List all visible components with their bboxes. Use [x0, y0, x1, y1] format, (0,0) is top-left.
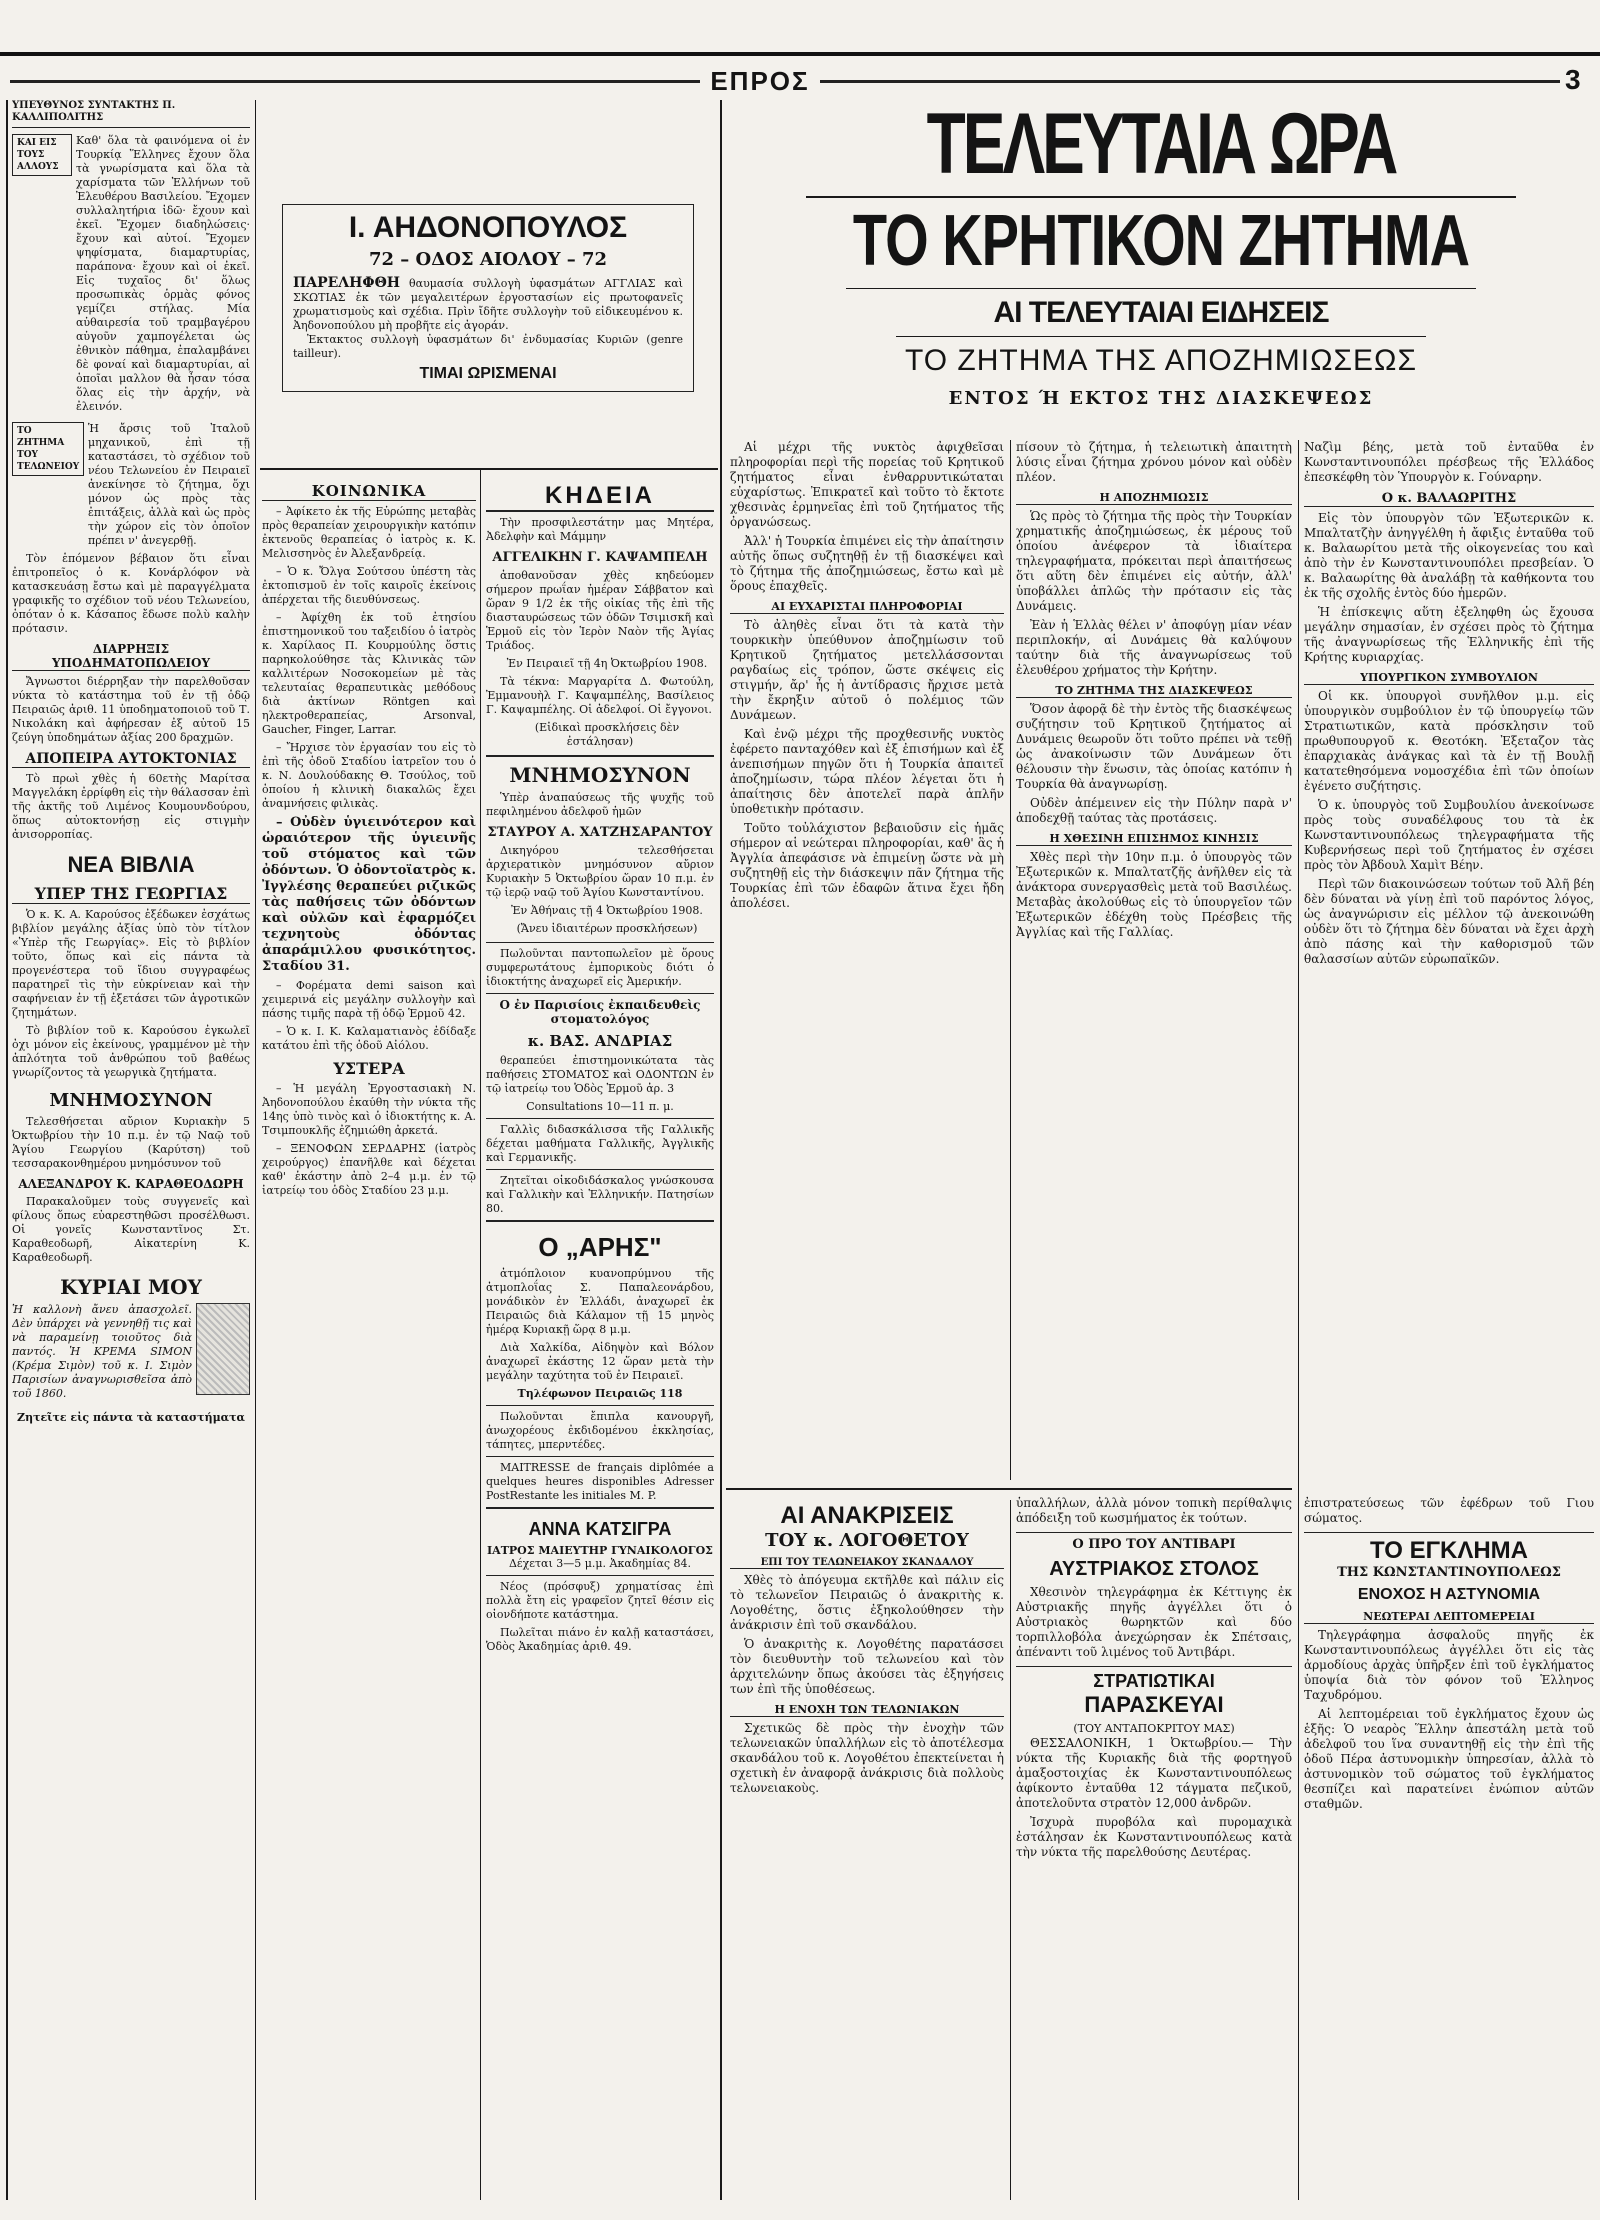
koinonika-item: – Ὁ κ. Ι. Κ. Καλαματιανὸς ἐδίδαξε κατάτου ἐπὶ τῆς ὁδοῦ Αἰόλου.	[262, 1025, 476, 1052]
article-paragraph: Τηλεγράφημα ἀσφαλοῦς πηγῆς ἐκ Κωνσταντινουπόλεως ἀγγέλλει ὅτι εἰς τὰς ἀρμοδίους ἀρχὰς ὑπῆρξεν ἐπὶ τοῦ ἐγκλήματος ὑποψία διὰ τὸν φόνον τοῦ Ἑλληνος Ταχυδρόμου.	[1304, 1628, 1594, 1702]
article-subheading: ΤΟ ΖΗΤΗΜΑ ΤΗΣ ΔΙΑΣΚΕΨΕΩΣ	[1016, 684, 1292, 698]
main-col-2	[1016, 440, 1292, 1480]
mnimosynon2-closing: (Ἄνευ ἰδιαιτέρων προσκλήσεων)	[516, 922, 698, 935]
egklima-heading-2: ΤΗΣ ΚΩΝΣΤΑΝΤΙΝΟΥΠΟΛΕΩΣ	[1337, 1565, 1561, 1580]
title-rule	[806, 196, 1516, 198]
anakriseis-heading-2: ΤΟΥ κ. ΛΟΓΟΘΕΤΟΥ	[765, 1530, 969, 1551]
koinonika-item: – Οὐδὲν ὑγιεινότερον καὶ ὡραιότερον τῆς ὑγιεινῆς τοῦ στόματος καὶ τῶν ὀδόντων. Ὁ ὀδοντοϊατρὸς κ. Ἰγγλέσης θεραπεύει ριζικῶς τὰς παθήσεις τῶν ὀδόντων καὶ οὐλῶν καὶ ἐφαρμόζει τεχνητοὺς ὀδόντας ἀπαράμιλλου φυσικότητος. Σταδίου 31.	[262, 815, 476, 974]
ad-fixed-prices: ΤΙΜΑΙ ΩΡΙΣΜΕΝΑΙ	[419, 365, 557, 382]
heading-apopeira: ΑΠΟΠΕΙΡΑ ΑΥΤΟΚΤΟΝΙΑΣ	[12, 751, 250, 768]
side-label: ΚΑΙ ΕΙΣ ΤΟΥΣ ΑΛΛΟΥΣ	[12, 134, 72, 176]
ad-aidonopoulos	[262, 104, 714, 464]
masthead	[0, 66, 1600, 96]
classified-ad: Ζητεῖται οἰκοδιδάσκαλος γνώσκουσα καὶ Γαλλικὴν καὶ Ἑλληνικήν. Πατησίων 80.	[486, 1174, 714, 1215]
kideia-closing: (Εἰδικαὶ προσκλήσεις δὲν ἐστάλησαν)	[534, 721, 680, 748]
article-paragraph: Σχετικῶς δὲ πρὸς τὴν ἐνοχὴν τῶν τελωνειακῶν ὑπαλλήλων εἰς τὸ ἀποτέλεσμα σκανδάλου τοῦ κ. Λογοθέτου ἐπεκτείνεται ἡ σχετικὴ ἐν ἀναφορᾷ ἀνάκρισις διὰ πολλοὺς τελωνειακοὺς.	[730, 1721, 1004, 1795]
article-subheading: Ο κ. ΒΑΛΑΩΡΙΤΗΣ	[1304, 491, 1594, 507]
kyriai-text: Ἡ καλλονὴ ἄνευ ἀπασχολεῖ. Δὲν ὑπάρχει νὰ γεννηθῇ τις καὶ νὰ παραμείνῃ τοιοῦτος διὰ παντός. Ἡ ΚΡΕΜΑ SIMON (Κρέμα Σιμὸν) τοῦ κ. Ι. Σιμὸν Παρισίων ἀναγνωρισθεῖσα ἀπὸ τοῦ 1860.	[12, 1303, 192, 1400]
main-col-1	[730, 440, 1004, 1480]
koinonika-item: – Ὁ κ. Ὄλγα Σούτσου ὑπέστη τὰς ἐκτοπισμοῦ ἐν τοῖς καιροῖς ἐκείνοις ἀπέρχεται τῆς διευθύνσεως.	[262, 565, 476, 606]
article-paragraph: Τὸ ἀληθὲς εἶναι ὅτι τὰ κατὰ τὴν τουρκικὴν ὑπεύθυνον ἀποζημίωσιν τοῦ Κρητικοῦ ζητήματος μετελλάσσονται ραγδαίως εἰς τρόπον, ὥστε σκέψεις εἰς στιγμήν, ἄρ' ἦς ἡ ἀντίδρασις ἤρχισε μετὰ τὴν ἔκρηξιν αὐτοῦ ὁ πολέμιος τῶν Δυνάμεων.	[730, 618, 1004, 722]
article-subheading: Η ΧΘΕΣΙΝΗ ΕΠΙΣΗΜΟΣ ΚΙΝΗΣΙΣ	[1016, 832, 1292, 846]
page-number: 3	[1565, 64, 1581, 95]
lower-col-2	[1016, 1496, 1292, 2206]
title-rule	[846, 288, 1476, 289]
koinonika-column	[262, 476, 476, 2206]
intro-text: Καθ' ὅλα τὰ φαινόμενα οἱ ἐν Τουρκίᾳ Ἕλληνες ἔχουν ὅλα τὰ γνωρίσματα καὶ ὅλα τὰ χαρίσματα τῶν Ἑλλήνων τοῦ Ἐλευθέρου Βασιλείου. Ἔχομεν συλλαλητήρια ἰδῶ· ἔχουν καὶ ἐκεῖ. Ἔχομεν διαδηλώσεις· ἔχουν καὶ αὐτοί. Ἔχομεν ψηφίσματα, διαμαρτυρίας, παράπονα· ἔχουν καὶ οἱ ἐκεῖ. Εἰς τυχαῖος δι' ὅλως προσωπικὰς ὁρμὰς φόνος γεμίζει στήλας. Μία αὐθαιρεσία τοῦ τραμβαγέρου αὐγοῦν χαμπογέλεται ὡς ἐθνικὸν πάθημα, ἐπαλαμβάνει δὲ φοναί καὶ διαμαρτυρίαι, αἱ ὁποῖαι μαλλον θὰ ἦσαν τόσα ὅλας εἰς τὴν ἀρχήν, νὰ ἐλεινόν.	[76, 134, 250, 413]
article-subheading: ΥΠΟΥΡΓΙΚΟΝ ΣΥΜΒΟΥΛΙΟΝ	[1304, 671, 1594, 685]
mnimosynon-text: Τελεσθήσεται αὔριον Κυριακὴν 5 Ὀκτωβρίου τὴν 10 π.μ. ἐν τῷ Ναῷ τοῦ Ἁγίου Γεωργίου (Καρύτση) τοῦ τεσσαρακονθημέρου μνημόσυνον τοῦ	[12, 1115, 250, 1170]
mnimosynon2-name: ΣΤΑΥΡΟΥ Α. ΧΑΤΖΗΣΑΡΑΝΤΟΥ	[487, 825, 713, 840]
lower-col-3	[1304, 1496, 1594, 2206]
apopeira-text: Τὸ πρωὶ χθὲς ἡ 60ετὴς Μαρίτσα Μαγγελάκη ἐρρίφθη εἰς τὴν θάλασσαν ἐπὶ τῆς ἀκτῆς τοῦ Λιμένος Κουμουνδούρου, ὅπως αὐτοκτονήσῃ εἰς στιγμὴν ἀνισορροπίας.	[12, 772, 250, 841]
column-rule	[1298, 440, 1299, 2200]
title-rule	[896, 336, 1426, 337]
kideia-name: ΑΓΓΕΛΙΚΗΝ Γ. ΚΑΨΑΜΠΕΛΗ	[492, 550, 708, 565]
koinonika-title: ΚΟΙΝΩΝΙΚΑ	[262, 482, 476, 501]
antivari-heading-2: ΑΥΣΤΡΙΑΚΟΣ ΣΤΟΛΟΣ	[1049, 1558, 1259, 1580]
column-1	[12, 100, 250, 2210]
koinonika-item: – ΞΕΝΟΦΩΝ ΣΕΡΔΑΡΗΣ (ἰατρὸς χειρούργος) ἐπανῆλθε καὶ δέχεται καθ' ἑκάστην ἀπὸ 2–4 μ.μ. ἐν τῷ ἰατρείῳ του ὁδὸς Σταδίου 23 μ.μ.	[262, 1142, 476, 1197]
main-col-3	[1304, 440, 1594, 1480]
article-paragraph: Οὐδὲν ἀπέμεινεν εἰς τὴν Πύλην παρὰ ν' ἀποδεχθῇ ταύτας τὰς προτάσεις.	[1016, 796, 1292, 825]
article-paragraph: Ἰσχυρὰ πυροβόλα καὶ πυρομαχικὰ ἐστάλησαν ἐκ Κωνσταντινουπόλεως κατὰ τὴν νύκτα τῆς παρελθούσης Δευτέρας.	[1016, 1815, 1292, 1859]
main-title-top: ΤΕΛΕΥΤΑΙΑ ΩΡΑ	[926, 100, 1396, 192]
article-paragraph: Ὅσον ἀφορᾷ δὲ τὴν ἐντὸς τῆς διασκέψεως συζήτησιν τοῦ Κρητικοῦ ζητήματος αἱ Δυνάμεις θεωροῦν ὅτι τοῦτο πρέπει νὰ τεθῇ ὡς ἀνακοίνωσιν τῶν Δυνάμεων ὅτι θέλουσιν τὴν ἕνωσιν, τὰς ὁποίας κατόπιν ἡ Τουρκία θὰ ἀναγνωρίσῃ.	[1016, 702, 1292, 791]
classified-ad: Πωλεῖται πιάνο ἐν καλῇ καταστάσει, Ὁδὸς Ἀκαδημίας ἀριθ. 49.	[486, 1626, 714, 1653]
teloneio-text: Ἡ ἄρσις τοῦ Ἰταλοῦ μηχανικοῦ, ἐπὶ τῇ καταστάσει, τὸ σχέδιον τοῦ νέου Τελωνείου ἐν Πειραιεῖ ἀνεκίνησε τὸ ζήτημα, ὅχι μόνον ὡς πρὸς τὰς ἐπιτάξεις, ἀλλὰ καὶ ὡς πρὸς τὴν χώρον εἰς τὸν ὁποῖον πρέπει ν' ἀνεγερθῇ.	[88, 422, 250, 547]
article-paragraph: Ἀλλ' ἡ Τουρκία ἐπιμένει εἰς τὴν ἀπαίτησιν αὐτῆς ὅπως συζητηθῇ ἐν τῇ διασκέψει καὶ τὸ ζήτημα τῆς ἀποζημιώσεως, ἔστω καὶ μὲ ὅρους ἐπαχθεῖς.	[730, 534, 1004, 593]
title-side-label: ΤΟ ΖΗΤΗΜΑ ΤΟΥ ΤΕΛΩΝΕΙΟΥ	[12, 422, 84, 476]
article-paragraph: Καὶ ἐνῷ μέχρι τῆς προχθεσινῆς νυκτὸς ἐφέρετο πανταχόθεν καὶ ἐξ ἐπισήμων καὶ ἐξ ἀνεπισήμων πηγῶν ὅτι ἡ Τουρκία ἀπαιτεῖ ἀποζημίωσιν, τώρα πλέον λέγεται ὅτι ἡ ἀπαίτησις δὲν ἀποτελεῖ παρὰ ἁπλῆν ὑποθετικὴν πρότασιν.	[730, 727, 1004, 816]
main-header	[726, 100, 1596, 420]
egklima-heading-3: ΕΝΟΧΟΣ Η ΑΣΤΥΝΟΜΙΑ	[1357, 1586, 1541, 1603]
kideia-column	[486, 476, 714, 2206]
article-subheading: Η ΕΝΟΧΗ ΤΩΝ ΤΕΛΩΝΙΑΚΩΝ	[730, 1703, 1004, 1717]
mnimosynon-name: ΑΛΕΞΑΝΔΡΟΥ Κ. ΚΑΡΑΘΕΟΔΩΡΗ	[18, 1177, 244, 1191]
koinonika-item: – Ἡ μεγάλη Ἐργοστασιακὴ Ν. Ἀηδονοπούλου ἐκαύθη τὴν νύκτα τῆς 14ης ὑπὸ τινὸς καὶ ὁ ἰδιοκτήτης κ. Α. Τσιμπουκλῆς ἐζημιώθη ἀρκετά.	[262, 1082, 476, 1137]
koinonika-item: – Ἀφίκετο ἐκ τῆς Εὐρώπης μεταβὰς πρὸς θεραπείαν χειρουργικὴν κατόπιν ἐκτενοῦς θεραπείας ὁ ἰατρὸς κ. Κ. Μελισσηνὸς ἐν Ἀλεξανδρείᾳ.	[262, 505, 476, 560]
heading-mnimosynon: ΜΝΗΜΟΣΥΝΟΝ	[49, 1090, 213, 1111]
paraskevai-heading: ΠΑΡΑΣΚΕΥΑΙ	[1084, 1692, 1224, 1717]
kideia-text-3: Τὰ τέκνα: Μαργαρίτα Δ. Φωτούλη, Ἐμμανουὴλ Γ. Καψαμπέλης, Βασίλειος Γ. Καψαμπέλης. Οἱ ἀδελφοί. Οἱ ἔγγονοι.	[486, 675, 714, 716]
koinonika-item: – Ἤρχισε τὸν ἐργασίαν του εἰς τὸ ἐπὶ τῆς ὁδοῦ Σταδίου ἰατρεῖον του ὁ κ. Ν. Δουλούδακης Θ. Τσούλος, τοῦ ὁποίου ἡ κλινικὴ διακαλῶς ἔχει ἀναμνήσεις φιλικὰς.	[262, 741, 476, 810]
article-paragraph: Χθὲς περὶ τὴν 10ην π.μ. ὁ ὑπουργὸς τῶν Ἐξωτερικῶν κ. Μπαλτατζῆς ἀνῆλθεν εἰς τὰ ἀνάκτορα συνεργασθεὶς μετὰ τοῦ Βασιλέως. Μεταβὰς ἀκολούθως εἰς τὸ ὑπουργεῖον τῶν Ἐξωτερικῶν ἐδέχθη τοὺς Πρέσβεις τῆς Ἀγγλίας καὶ τῆς Γαλλίας.	[1016, 850, 1292, 939]
mnimosynon2-text: Ὑπὲρ ἀναπαύσεως τῆς ψυχῆς τοῦ πεφιλημένου ἀδελφοῦ ἡμῶν	[486, 791, 714, 818]
koinonika-istera: ΥΣΤΕΡΑ	[333, 1059, 405, 1078]
mnimosynon2-title: ΜΝΗΜΟΣΥΝΟΝ	[486, 755, 714, 787]
main-section-sub: ΕΝΤΟΣ Ή ΕΚΤΟΣ ΤΗΣ ΔΙΑΣΚΕΨΕΩΣ	[948, 388, 1374, 409]
antivari-heading: Ο ΠΡΟ ΤΟΥ ΑΝΤΙΒΑΡΙ	[1016, 1532, 1292, 1552]
newspaper-name: ΕΠΡΟΣ	[710, 66, 810, 96]
heading-georgias: ΥΠΕΡ ΤΗΣ ΓΕΩΡΓΙΑΣ	[12, 884, 250, 904]
article-subheading: Η ΑΠΟΖΗΜΙΩΣΙΣ	[1016, 491, 1292, 505]
article-paragraph: Αἱ μέχρι τῆς νυκτὸς ἀφιχθεῖσαι πληροφορίαι περὶ τῆς πορείας τοῦ Κρητικοῦ ζητήματος εἶναι ἐνθαρρυντικώταται εὐχαρίστως. Ἐπικρατεῖ καὶ τοῦτο τὸ ἔκτοτε χθεσινὰς ἑρμηνεῖας ἐπὶ τοῦ ζητήματος τῆς ὀργανώσεως.	[730, 440, 1004, 529]
article-paragraph: Ὁ κ. ὑπουργὸς τοῦ Συμβουλίου ἀνεκοίνωσε πρὸς τοὺς συναδέλφους του τὰ ἐκ Κωνσταντινουπόλεως τηλεγραφήματα τῆς Κυβερνήσεως περὶ τοῦ ζητήματος ἐν σχέσει πρὸς τὸν Ἀβδουλ Χαμὶτ Βέην.	[1304, 798, 1594, 872]
dialersi-text: Ἄγνωστοι διέρρηξαν τὴν παρελθοῦσαν νύκτα τὸ κατάστημα τοῦ ἐν τῇ ὁδῷ Πειραιῶς ἀριθ. 11 ὑποδηματοποιοῦ τοῦ Τ. Νικολάκη καὶ ἀφήρεσαν ἐξ αὐτοῦ 15 ζεύγη ὑποδημάτων ἀξίας 200 δραχμῶν.	[12, 675, 250, 744]
article-paragraph: Περὶ τῶν διακοινώσεων τούτων τοῦ Ἀλῆ βέη δὲν δύναται νὰ γίνῃ ἐπὶ τοῦ παρόντος λόγος, ὡς ἀναγνώρισιν εἰς μέλλον τῷ ἀνεκοινώθη οὐδὲν ὅτι τὸ ζήτημα δὲν δύναται νὰ ἔχει ἀρχὴ ἀπὸ πάσης καὶ τὴν καθορισμοῦ τῶν θαλασσίων αὐτῶν εὐρωπαϊκῶν.	[1304, 877, 1594, 966]
column-rule	[1010, 440, 1011, 1480]
classified-ad: Νέος (πρόσφυξ) χρηματίσας ἐπὶ πολλὰ ἔτη εἰς γραφεῖον ζητεῖ θέσιν εἰς οἱονδήποτε κατάστημα.	[486, 1580, 714, 1621]
editor-line: ΥΠΕΥΘΥΝΟΣ ΣΥΝΤΑΚΤΗΣ Π. ΚΑΛΛΙΠΟΛΙΤΗΣ	[12, 100, 250, 128]
article-paragraph: ΘΕΣΣΑΛΟΝΙΚΗ, 1 Ὀκτωβρίου.— Τὴν νύκτα τῆς Κυριακῆς διὰ τῆς φορτηγοῦ ἀμαξοστοιχίας ἐκ Κωνσταντινουπόλεως ἀφίκοντο ἐνταῦθα 12 τάγματα πεζικοῦ, ἀποτελοῦντα στρατὸν 12,000 ἀνδρῶν.	[1016, 1736, 1292, 1810]
classified-ad: MAITRESSE de français diplômée a quelques heures disponibles Adresser PostRestante les initiales M. P.	[486, 1461, 714, 1502]
ad-name: Ι. ΑΗΔΟΝΟΠΟΥΛΟΣ	[348, 211, 628, 244]
article-paragraph: ἐπιστρατεύσεως τῶν ἐφέδρων τοῦ Γιου σώματος.	[1304, 1496, 1594, 1525]
classified-ad: Πωλοῦνται ἔπιπλα κανουργῆ, ἀνωχορέους ἐκδιδομένου ἐκκλησίας, τάπητες, μπερντέδες.	[486, 1410, 714, 1451]
katsigra-text: Δέχεται 3—5 μ.μ. Ἀκαδημίας 84.	[508, 1557, 692, 1570]
koinonika-item: – Ἀφίχθη ἐκ τοῦ ἐτησίου ἐπιστημονικοῦ του ταξειδίου ὁ ἰατρὸς κ. Χαρίλαος Π. Κουρμούλης ὅστις παρηκολούθησε τὰς Κλινικὰς τῶν καλλιτέρων Νοσοκομείων μὲ τὰς τελευταίας θεραπευτικὰς μεθόδους διὰ ἀκτίνων Röntgen καὶ ηλεκτροθεραπείας, Arsonval, Gaucher, Finger, Larrar.	[262, 611, 476, 736]
article-paragraph: ὑπαλλήλων, ἀλλὰ μόνον τοπικὴ περίθαλψις ἀπόδειξη τοῦ κωσμήματος ἐκ τούτων.	[1016, 1496, 1292, 1525]
lower-col-1	[730, 1496, 1004, 2206]
heading-kyriai: ΚΥΡΙΑΙ ΜΟΥ	[60, 1275, 202, 1299]
correspondent-label: (ΤΟΥ ΑΝΤΑΠΟΚΡΙΤΟΥ ΜΑΣ)	[1073, 1722, 1235, 1735]
teloneio-text-2: Τὸν ἑπόμενον βέβαιον ὅτι εἶναι ἐπιτροπεῖος ὁ κ. Κονάρλόφον νὰ κατασκευάσῃ ἔστω καὶ μὲ παραγγέλματα γραφικῆς το σχέδιον τοῦ νέου Τελωνείου, ὁπόταν ὁ κ. Κάσαπος ἔδωσε πολὺ καλὴν πρότασιν.	[12, 552, 250, 635]
section-rule	[726, 1488, 1292, 1490]
kyriai-end: Ζητεῖτε εἰς πάντα τὰ καταστήματα	[17, 1411, 245, 1424]
mnimosynon2-date: Ἐν Ἀθήναις τῇ 4 Ὀκτωβρίου 1908.	[511, 904, 703, 917]
stratiotikai-heading: ΣΤΡΑΤΙΩΤΙΚΑΙ	[1016, 1666, 1292, 1692]
masthead-rule-right	[820, 80, 1560, 83]
heading-dialersi: ΔΙΑΡΡΗΞΙΣ ΥΠΟΔΗΜΑΤΟΠΩΛΕΙΟΥ	[12, 642, 250, 671]
stomatologos-heading: Ο ἐν Παρισίοις ἐκπαιδευθεὶς στοματολόγος	[499, 998, 701, 1026]
article-paragraph: Εἰς τὸν ὑπουργὸν τῶν Ἐξωτερικῶν κ. Μπαλτατζὴν ἀνηγγέλθη ἡ ἄφιξις ἐνταῦθα τοῦ κ. Βαλαωρίτου μετὰ τῆς οἰκογενείας του καὶ ἀπὸ τὴν ἐν Κωνσταντινουπόλει πρεσβείαν. Ὁ κ. Βαλαωρίτης θὰ ἀναλάβῃ τὰ καθήκοντα του ἐκ τῆς σχολῆς ἐντὸς δύο ἡμερῶν.	[1304, 511, 1594, 600]
main-subtitle: ΑΙ ΤΕΛΕΥΤΑΙΑΙ ΕΙΔΗΣΕΙΣ	[993, 296, 1329, 329]
vivlia-text: Ὁ κ. Κ. Α. Καρούσος ἐξέδωκεν ἐσχάτως βιβλίον μεγάλης ἀξίας ὑπὸ τὸν τίτλον «Ὑπὲρ τῆς Γεωργίας». Εἰς τὸ βιβλίον τοῦτο, ὅπως καὶ εἰς πάντα τὰ προγενέστερα τοῦ ἴδιου συγγραφέως παρατηρεῖ τὶς τὴν εὐκρίνειαν καὶ τὴν σαφήνειαν ἐν τῇ ἐξετάσει τῶν ἀγροτικῶν ζητημάτων.	[12, 908, 250, 1019]
stomatologos-text: θεραπεύει ἐπιστημονικώτατα τὰς παθήσεις ΣΤΟΜΑΤΟΣ καὶ ΟΔΟΝΤΩΝ ἐν τῷ ἰατρείῳ του Ὁδὸς Ἑρμοῦ ἀρ. 3	[486, 1054, 714, 1095]
classified-ad: Γαλλὶς διδασκάλισσα τῆς Γαλλικῆς δέχεται μαθήματα Γαλλικῆς, Ἀγγλικῆς καὶ Γερμανικῆς.	[486, 1123, 714, 1164]
egklima-heading: ΤΟ ΕΓΚΛΗΜΑ	[1304, 1532, 1594, 1565]
kideia-date: Ἐν Πειραιεῖ τῇ 4η Ὀκτωβρίου 1908.	[506, 657, 708, 670]
article-paragraph: Αἱ λεπτομέρειαι τοῦ ἐγκλήματος ἔχουν ὡς ἑξῆς: Ὁ νεαρὸς Ἕλλην ἀπεστάλη μετὰ τοῦ ἀδελφοῦ του ἵνα συναντηθῇ εἰς τὴν ἐπὶ τῆς ὁδοῦ Πέρα ἀστυνομικὴν ὑπηρεσίαν, ἀλλὰ τὸ ἀστυνομικὸν τοῦ σώματος τοῦ ἐγκλήματος θεσπίζει καὶ παρατείνει ἐνώπιον αὐτῶν σταθμῶν.	[1304, 1707, 1594, 1811]
ad-address: 72 – ΟΔΟΣ ΑΙΟΛΟΥ – 72	[368, 249, 608, 270]
section-rule	[260, 468, 718, 470]
kideia-text-2: ἀποθανοῦσαν χθὲς κηδεύομεν σήμερον πρωΐαν ἡμέραν Σάββατον καὶ ὥραν 9 1/2 ἐκ τῆς οἰκίας τῆς ἐπὶ τῆς διασταυρώσεως τῶν ὁδῶν Τσιμισκῆ καὶ Ἑρμοῦ εἰς τὸν Ἱερὸν Ναὸν τῆς Ἁγίας Τριάδος.	[486, 569, 714, 652]
article-paragraph: Ἐὰν ἡ Ἑλλὰς θέλει ν' ἀποφύγῃ μίαν νέαν περιπλοκήν, αἱ Δυνάμεις θὰ καλύψουν ταύτην διὰ τῆς ἀναγνωρίσεως τοῦ ἐλευθέρου χρήματος τὴν Κρήτην.	[1016, 618, 1292, 677]
main-title: ΤΟ ΚΡΗΤΙΚΟΝ ΖΗΤΗΜΑ	[852, 198, 1470, 281]
ad-text-2: Ἐκτακτος συλλογὴ ὑφασμάτων δι' ἐνδυμασίας Κυριῶν (genre tailleur).	[293, 333, 683, 360]
column-rule	[720, 100, 722, 2200]
column-rule	[480, 470, 481, 2200]
article-paragraph: Τοῦτο τοὐλάχιστον βεβαιοῦσιν εἰς ἡμᾶς σήμερον αἱ νεώτεραι πληροφορίαι, καθ' ἃς ἡ Ἀγγλία ἀπεφάσισε νὰ ἐπιμείνῃ ὥστε νὰ μὴ συζητηθῇ εἰς τὴν διάσκεψιν πᾶν ζήτημα τῆς Τουρκίας ἐπὶ τῶν ἐδαφῶν ἅτινα ἔχει ἤδη ἀπολέσει.	[730, 821, 1004, 910]
aris-heading: Ο „ΑΡΗΣ"	[538, 1232, 662, 1262]
column-rule	[6, 100, 8, 2200]
mnimosynon2-text-2: Δικηγόρου τελεσθήσεται ἀρχιερατικὸν μνημόσυνον αὔριον Κυριακὴν 5 Ὀκτωβρίου ὥραν 10 π.μ. ἐν τῷ ἱερῷ ναῷ τοῦ Ἁγίου Κωνσταντίνου.	[486, 844, 714, 899]
article-paragraph: Ὁ ἀνακριτὴς κ. Λογοθέτης παρατάσσει τὸν διευθυντὴν τοῦ τελωνείου καὶ τὸν ἀρχιτελώνην ὅπως ἀκούσει τὰς ἐξηγήσεις των ἐπὶ τῆς ὑποθέσεως.	[730, 1637, 1004, 1696]
woman-portrait-icon	[196, 1303, 250, 1395]
ad-text: θαυμασία συλλογὴ ὑφασμάτων ΑΓΓΛΙΑΣ καὶ ΣΚΩΤΙΑΣ ἐκ τῶν μεγαλειτέρων ἐργοστασίων εἰς πρωτοφανεῖς χρωματισμοὺς καὶ σχέδια. Πρὶν ἴδῆτε συλλογὴν τοῦ εἰδικευμένου κ. Ἀηδονοπούλου μὴ προβῆτε εἰς ἀγοράν.	[293, 277, 683, 332]
kideia-text: Τὴν προσφιλεστάτην μας Μητέρα, Ἀδελφὴν καὶ Μάμμην	[486, 516, 714, 543]
article-paragraph: Οἱ κκ. ὑπουργοὶ συνῆλθον μ.μ. εἰς ὑπουργικὸν συμβούλιον ἐν τῷ ὑπουργείῳ τῶν Στρατιωτικῶν, κατὰ πρόσκλησιν τοῦ πρωθυπουργοῦ κ. Θεοτόκη. Ἐξεταζον τὰς ἐπαρχιακὰς ἀνάγκας καὶ τὰ ἐν τῇ Βουλῇ κατατεθησόμενα νομοσχέδια ἐπὶ τῶν ὁποίων ἐγένετο συζήτησις.	[1304, 689, 1594, 793]
anakriseis-sub: ΕΠΙ ΤΟΥ ΤΕΛΩΝΕΙΑΚΟΥ ΣΚΑΝΔΑΛΟΥ	[730, 1557, 1004, 1569]
heading-nea-vivlia: ΝΕΑ ΒΙΒΛΙΑ	[67, 852, 195, 877]
katsigra-subtitle: ΙΑΤΡΟΣ ΜΑΙΕΥΤΗΡ ΓΥΝΑΙΚΟΛΟΓΟΣ	[487, 1544, 713, 1557]
aris-contact: Τηλέφωνον Πειραιῶς 118	[517, 1387, 683, 1400]
column-rule	[255, 100, 256, 2200]
article-paragraph: Χθεσινὸν τηλεγράφημα ἐκ Κέττιγης ἐκ Αὐστριακῆς πηγῆς ἀγγέλλει ὅτι ὁ Αὐστριακὸς θωρηκτῶν καὶ δύο τορπιλλοβόλα ἀνεχώρησαν ἐκ Σπέτσαις, ἀπέναντι τοῦ λιμένος τοῦ Ἀντιβάρι.	[1016, 1585, 1292, 1659]
article-subheading: ΑΙ ΕΥΧΑΡΙΣΤΑΙ ΠΛΗΡΟΦΟΡΙΑΙ	[730, 600, 1004, 614]
classified-ad: Πωλοῦνται παντοπωλεῖον μὲ ὅρους συμφερωτάτους ἐμπορικοὺς διότι ὁ ἰδιοκτήτης ἀναχωρεῖ εἰς Ἀμερικήν.	[486, 947, 714, 988]
kideia-title: ΚΗΔΕΙΑ	[486, 482, 714, 512]
vivlia-text-2: Τὸ βιβλίον τοῦ κ. Καρούσου ἐγκωλεῖ ὀχι μόνον εἰς ἐκείνους, γραμμένον μὲ τὴν ἀπλότητα τοῦ ἀνθρώπου τοῦ βαθέως γνωρίζοντος τὰ γεωργικὰ ζητήματα.	[12, 1024, 250, 1079]
ad-received: ΠΑΡΕΛΗΦΘΗ	[293, 275, 400, 291]
column-rule	[1010, 1500, 1011, 2200]
stomatologos-hours: Consultations 10—11 π. μ.	[526, 1100, 674, 1113]
article-paragraph: Ναζὶμ βέης, μετὰ τοῦ ἐνταῦθα ἐν Κωνσταντινουπόλει πρέσβεως τῆς Ἑλλάδος ἐπεσκέφθη τὸν Ὑπουργὸν κ. Γούναρην.	[1304, 440, 1594, 484]
katsigra-heading: ΑΝΝΑ ΚΑΤΣΙΓΡΑ	[528, 1519, 672, 1539]
article-paragraph: Ἡ ἐπίσκεψις αὕτη ἐξεληφθη ὡς ἔχουσα μεγάλην σημασίαν, ἐν σχέσει πρὸς τὸ ζήτημα τῆς ἀναγνωρίσεως τῆς Ἑλληνικῆς ἐπὶ τῆς Κρήτης κυριαρχίας.	[1304, 605, 1594, 664]
koinonika-item: – Φορέματα demi saison καὶ χειμερινά εἰς μεγάλην συλλογὴν καὶ πάσης τιμῆς παρὰ τῇ ὁδῷ Ἑρμοῦ 42.	[262, 979, 476, 1020]
article-paragraph: Χθὲς τὸ ἀπόγευμα εκτῆλθε καὶ πάλιν εἰς τὸ τελωνεῖον Πειραιῶς ὁ ἀνακριτὴς κ. Λογοθέτης, ὅστις ἐξηκολούθησεν τὴν ἀνάκρισιν ἐπὶ τοῦ σκανδάλου.	[730, 1573, 1004, 1632]
article-paragraph: Ὡς πρὸς τὸ ζήτημα τῆς πρὸς τὴν Τουρκίαν χρηματικῆς ἀποζημιώσεως, ἐκ μέρους τοῦ ὁποίου ἀνέφερον τὰ ἰδιαίτερα τηλεγραφήματα, πρόκειται περὶ ἀπαιτήσεως ὅτι αὕτη δὲν ἐπιμένει εἰς αὐτήν, ἀλλ' ὑποβάλλει ἁπλῶς τὴν πρότασιν εἰς τὰς Δυνάμεις.	[1016, 509, 1292, 613]
aris-text-2: Διὰ Χαλκίδα, Αἰδηψὸν καὶ Βόλον ἀναχωρεῖ ἐκάστης 12 ὥραν μετὰ τὴν μεγάλην ταχύτητα τοῦ ἐν Πειραιεῖ.	[486, 1341, 714, 1382]
article-paragraph: πίσουν τὸ ζήτημα, ἡ τελειωτικὴ ἀπαιτητὴ λύσις εἶναι ζήτημα χρόνου μόνον καὶ οὐδὲν πλέον.	[1016, 440, 1292, 484]
masthead-rule-left	[10, 80, 700, 83]
aris-text: ἀτμόπλοιον κυανοπρύμνου τῆς ἀτμοπλοΐας Σ. Παπαλεονάρδου, μονάδικὸν ἐν Ἑλλάδι, ἀναχωρεῖ ἐκ Πειραιῶς διὰ Κάλαμον τῇ 15 μηνὸς ἡμέρᾳ Κυριακῇ ὥρᾳ 8 μ.μ.	[486, 1267, 714, 1336]
header-rule	[0, 52, 1600, 56]
stomatologos-name: κ. ΒΑΣ. ΑΝΔΡΙΑΣ	[527, 1032, 673, 1050]
mnimosynon-text-2: Παρακαλοῦμεν τοὺς συγγενεῖς καὶ φίλους ὅπως εὐαρεστηθῶσι προσέλθωσι. Οἱ γονεῖς Κωνσταντῖνος Στ. Καραθεοδωρῆ, Αἰκατερίνη Κ. Καραθεοδωρῆ.	[12, 1195, 250, 1264]
anakriseis-heading: ΑΙ ΑΝΑΚΡΙΣΕΙΣ	[780, 1502, 954, 1529]
egklima-heading-4: ΝΕΩΤΕΡΑΙ ΛΕΠΤΟΜΕΡΕΙΑΙ	[1304, 1610, 1594, 1624]
main-section: ΤΟ ΖΗΤΗΜΑ ΤΗΣ ΑΠΟΖΗΜΙΩΣΕΩΣ	[904, 344, 1418, 377]
